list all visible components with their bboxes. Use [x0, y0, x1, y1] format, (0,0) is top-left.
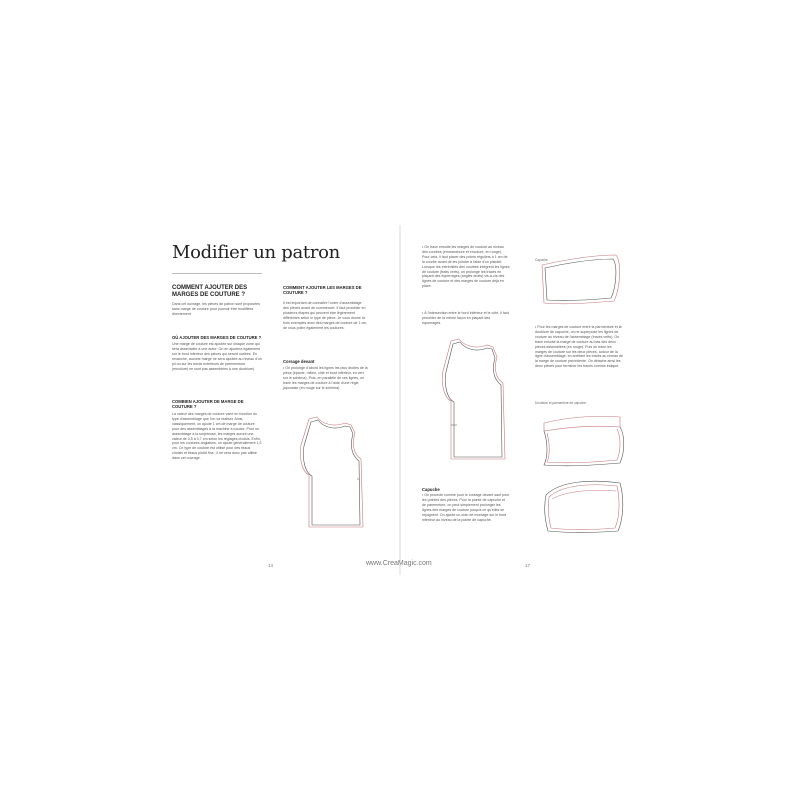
section-heading-add-margins: COMMENT AJOUTER DES MARGES DE COUTURE ? [172, 285, 248, 298]
paragraph-intersection: • À l'intersection entre le bord inférieur et le côté, il faut procéder de la même façon en plaçant des équerrages. [422, 311, 509, 325]
subheading-how-to-add: COMMENT AJOUTER LES MARGES DE COUTURE ? [283, 285, 362, 295]
subheading-hood: Capuche [422, 487, 440, 492]
subheading-where: OÙ AJOUTER DES MARGES DE COUTURE ? [172, 335, 262, 340]
bodice-front-seam-diagram [435, 337, 515, 467]
caption-hood-lining: Doublure et parmenture de capuche [535, 401, 587, 405]
bodice-front-pattern-diagram [295, 415, 370, 535]
left-page [150, 225, 400, 575]
title-divider [172, 273, 262, 274]
page-number-right: 17 [525, 563, 531, 568]
paragraph-hood: • On procède comme pour le corsage devant sauf pour les pointes des pièces. Pour la pointe de capuche et de parmenture, on peut simplement prolonger les lignes des marges de couture jusqu'à ce qu'elles se rejoignent. On ajoute un cran de montage sur le bord inférieur au niveau de la pointe de capuche. [422, 493, 510, 522]
right-page [400, 225, 650, 575]
subheading-bodice-front: Corsage devant [283, 359, 315, 364]
watermark: www.CreaMagic.com [366, 560, 432, 567]
paragraph-bodice-front: • On prolonge d'abord les lignes les plus droites de la pièce (épaule, milieu, côté et bord inférieur, en vert sur le schéma). Puis, en parallèle de ces lignes, on trace les marges de couture à l'aide d'une règle japonaise (en rouge sur le schéma). [283, 366, 368, 390]
paragraph-curves: • On trace ensuite les marges de couture au niveau des courbes (emmanchure et encolure, en rouge). Pour cela, il faut placer des points réguliers à 1 cm de la courbe avant de les joindre à l'aide d'un pistolet. Lorsque les extrémités des courbes intègrent les lignes de couture (traits verts), on prolonge les tracés en plaçant des équerrages (angles droits) vis-à-vis des lignes de couture et des marges de couture déjà en place. [422, 245, 510, 289]
paragraph-order: Il est important de connaître l'ordre d'assemblage des pièces avant de commencer. Il faut procéder en plusieurs étapes qui peuvent être légèrement différentes selon le type de pièce. Je vous donne ici trois exemples avec des marges de couture de 1 cm, de vous polire également les coutures. [283, 301, 368, 330]
book-spread [150, 225, 650, 575]
hood-lining-diagram-2 [540, 477, 625, 537]
paragraph-hood-lining: • Pour les marges de couture entre la parmenture et la doublure de capuche, on ne superpose les lignes de couture au niveau de l'assemblage (tracés verts). On trace ensuite la marge de couture au bas des deux pièces assemblées (en rouge). Puis on trace les marges de couture sur les deux pièces, autour de la ligne d'assemblage, en arrêtant les tracés au niveau de la marge de couture précédente. On détache ainsi les deux pièces pour terminer les tracés comme indiqué. [535, 325, 623, 369]
hood-pattern-diagram [540, 253, 625, 308]
paragraph-how-much: La valeur des marges de couture varie en fonction du type d'assemblage que l'on va réaliser. Ainsi, classiquement, on ajoute 1 cm de marge de couture pour des assemblages à la machine à coudre. Pour un assemblage à la surjeteuse, les marges auront une valeur de 0,5 à 0,7 cm selon les réglages choisis. Enfin, pour les coutures anglaises, on ajoute généralement 1,5 cm. Ce type de couture est utilisé pour des tissus choisis et tissus plutôt fins ; il ne sera donc pas utilisé dans cet ouvrage. [172, 412, 262, 461]
page-number-left: 14 [268, 563, 274, 568]
hood-lining-diagram-1 [540, 413, 625, 468]
page-title: Modifier un patron [172, 242, 340, 263]
intro-paragraph: Dans cet ouvrage, les pièces de patron sont proposées sans marge de couture pour pouvoir être modifiées directement. [172, 302, 260, 316]
subheading-how-much: COMBIEN AJOUTER DE MARGE DE COUTURE ? [172, 399, 244, 409]
caption-hood: Capuche [535, 258, 548, 262]
paragraph-where: Une marge de couture est ajoutée sur chaque zone qui sera assemblée à une autre. On en ajoutera également sur le bord inférieur des pièces qui seront ourlées. En revanche, aucune marge ne sera ajoutée au niveau d'un pli ou sur les bords extérieurs de parementure (encolure) ne sont pas assemblées à une doublure). [172, 342, 262, 371]
